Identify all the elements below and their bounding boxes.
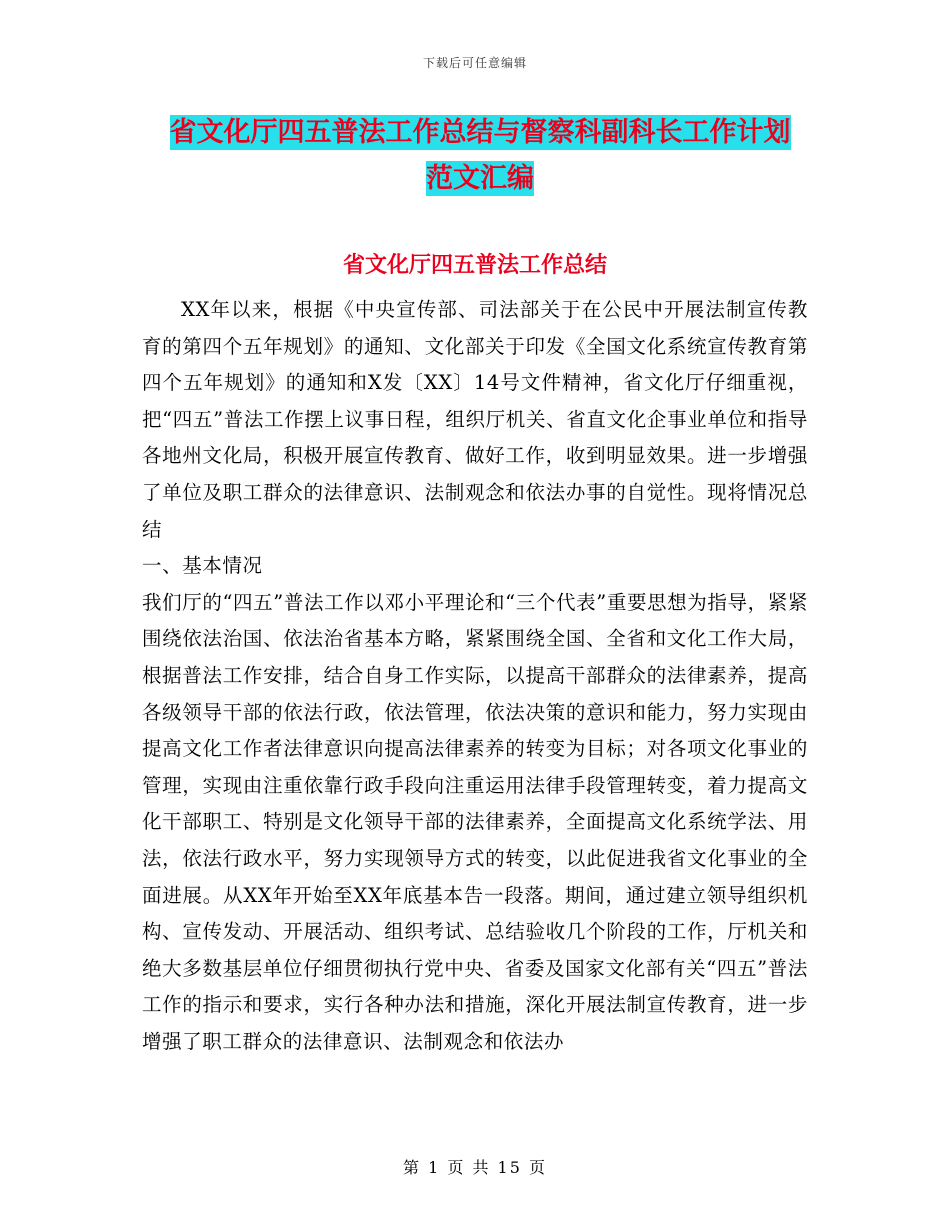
document-title-line2: 范文汇编: [426, 163, 534, 194]
heading-basic-situation: 一、基本情况: [142, 554, 263, 578]
paragraph-basic-situation: 我们厅的“四五”普法工作以邓小平理论和“三个代表”重要思想为指导，紧紧围绕依法治国、依法治省基本方略，紧紧围绕全国、全省和文化工作大局，根据普法工作安排，结合自身工作实际，以提高干部群众的法律素养，提高各级领导干部的依法行政，依法管理，依法决策的意识和能力，努力实现由提高文化工作者法律意识向提高法律素养的转变为目标；对各项文化事业的管理，实现由注重依靠行政手段向注重运用法律手段管理转变，着力提高文化干部职工、特别是文化领导干部的法律素养，全面提高文化系统学法、用法，依法行政水平，努力实现领导方式的转变，以此促进我省文化事业的全面进展。从XX年开始至XX年底基本告一段落。期间，通过建立领导组织机构、宣传发动、开展活动、组织考试、总结验收几个阶段的工作，厅机关和绝大多数基层单位仔细贯彻执行党中央、省委及国家文化部有关“四五”普法工作的指示和要求，实行各种办法和措施，深化开展法制宣传教育，进一步增强了职工群众的法律意识、法制观念和依法办: [142, 590, 808, 1053]
page-footer: 第 1 页 共 15 页: [403, 1158, 547, 1177]
document-title: [140, 110, 820, 202]
paragraph-intro: XX年以来，根据《中央宣传部、司法部关于在公民中开展法制宣传教育的第四个五年规划》的通知、文化部关于印发《全国文化系统宣传教育第四个五年规划》的通知和X发〔XX〕14号文件精神，省文化厅仔细重视，把“四五”普法工作摆上议事日程，组织厅机关、省直文化企事业单位和指导各地州文化局，积极开展宣传教育、做好工作，收到明显效果。进一步增强了单位及职工群众的法律意识、法制观念和依法办事的自觉性。现将情况总结: [142, 298, 808, 541]
section-title: 省文化厅四五普法工作总结: [342, 253, 607, 278]
document-body: [142, 292, 808, 1060]
document-title-line1: 省文化厅四五普法工作总结与督察科副科长工作计划: [169, 117, 791, 148]
page-header: 下载后可任意编辑: [422, 56, 527, 70]
